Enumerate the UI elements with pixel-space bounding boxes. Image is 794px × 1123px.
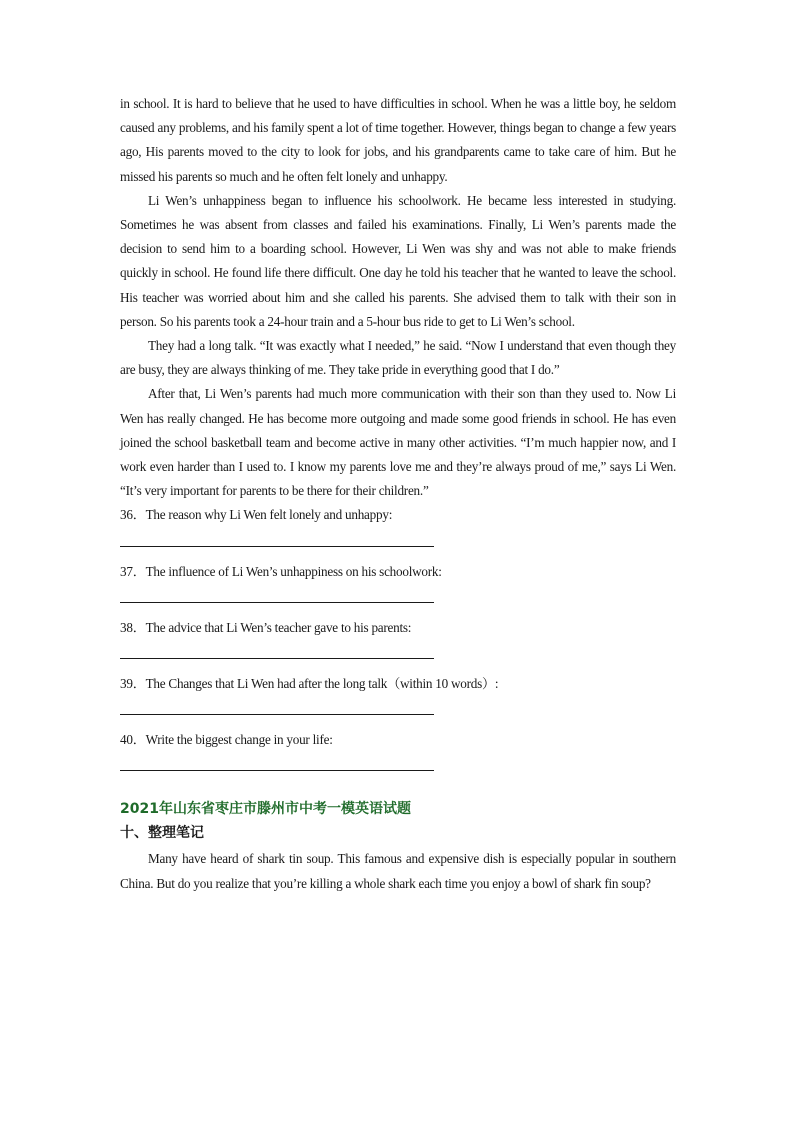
question-36-text: 36．The reason why Li Wen felt lonely and unhappy:: [120, 507, 393, 523]
passage-paragraph-3: They had a long talk. “It was exactly what I needed,” he said. “Now I understand that even though they are busy, they are always thinking of me. They take pride in everything good that I do.”: [120, 338, 676, 378]
question-38: [120, 616, 676, 659]
question-39: [120, 672, 676, 715]
answer-line-37[interactable]: [120, 602, 434, 603]
document-content: [120, 92, 676, 896]
answer-line-36[interactable]: [120, 546, 434, 547]
question-38-text: 38．The advice that Li Wen’s teacher gave to his parents:: [120, 619, 412, 635]
answer-line-40[interactable]: [120, 770, 434, 771]
passage-paragraph-4: After that, Li Wen’s parents had much more communication with their son than they used to. Now Li Wen has really changed. He has become more outgoing and made some good friends in school. He has even joined the school basketball team and become active in many other activities. “I’m much happier now, and I work even harder than I used to. I know my parents love me and they’re always proud of me,” says Li Wen. “It’s very important for parents to be there for their children.”: [120, 386, 676, 499]
answer-line-39[interactable]: [120, 714, 434, 715]
question-37-text: 37．The influence of Li Wen’s unhappiness on his schoolwork:: [120, 563, 442, 579]
question-37: [120, 560, 676, 603]
question-36: [120, 503, 676, 546]
question-40-text: 40．Write the biggest change in your life:: [120, 732, 333, 748]
passage-paragraph-2: Li Wen’s unhappiness began to influence his schoolwork. He became less interested in studying. Sometimes he was absent from classes and failed his examinations. Finally, Li Wen’s parents made the decision to send him to a boarding school. However, Li Wen was shy and was not able to make friends quickly in school. He found life there difficult. One day he told his teacher that he wanted to leave the school. His teacher was worried about him and she called his parents. She advised them to talk with their son in person. So his parents took a 24-hour train and a 5-hour bus ride to get to Li Wen’s school.: [120, 192, 676, 329]
passage-paragraph-1: in school. It is hard to believe that he used to have difficulties in school. When he was a little boy, he seldom caused any problems, and his family spent a lot of time together. However, things began to change a few years ago, His parents moved to the city to look for jobs, and his grandparents came to take care of him. But he missed his parents so much and he often felt lonely and unhappy.: [120, 96, 676, 184]
section-paragraph: Many have heard of shark tin soup. This famous and expensive dish is especially popular in southern China. But do you realize that you’re killing a whole shark each time you enjoy a bowl of shark fin soup?: [120, 851, 676, 891]
answer-line-38[interactable]: [120, 658, 434, 659]
section-title: 2021年山东省枣庄市滕州市中考一模英语试题: [120, 801, 411, 818]
question-39-text: 39．The Changes that Li Wen had after the long talk（within 10 words）:: [120, 676, 499, 692]
question-40: [120, 728, 676, 771]
section-subtitle: 十、整理笔记: [120, 825, 204, 842]
